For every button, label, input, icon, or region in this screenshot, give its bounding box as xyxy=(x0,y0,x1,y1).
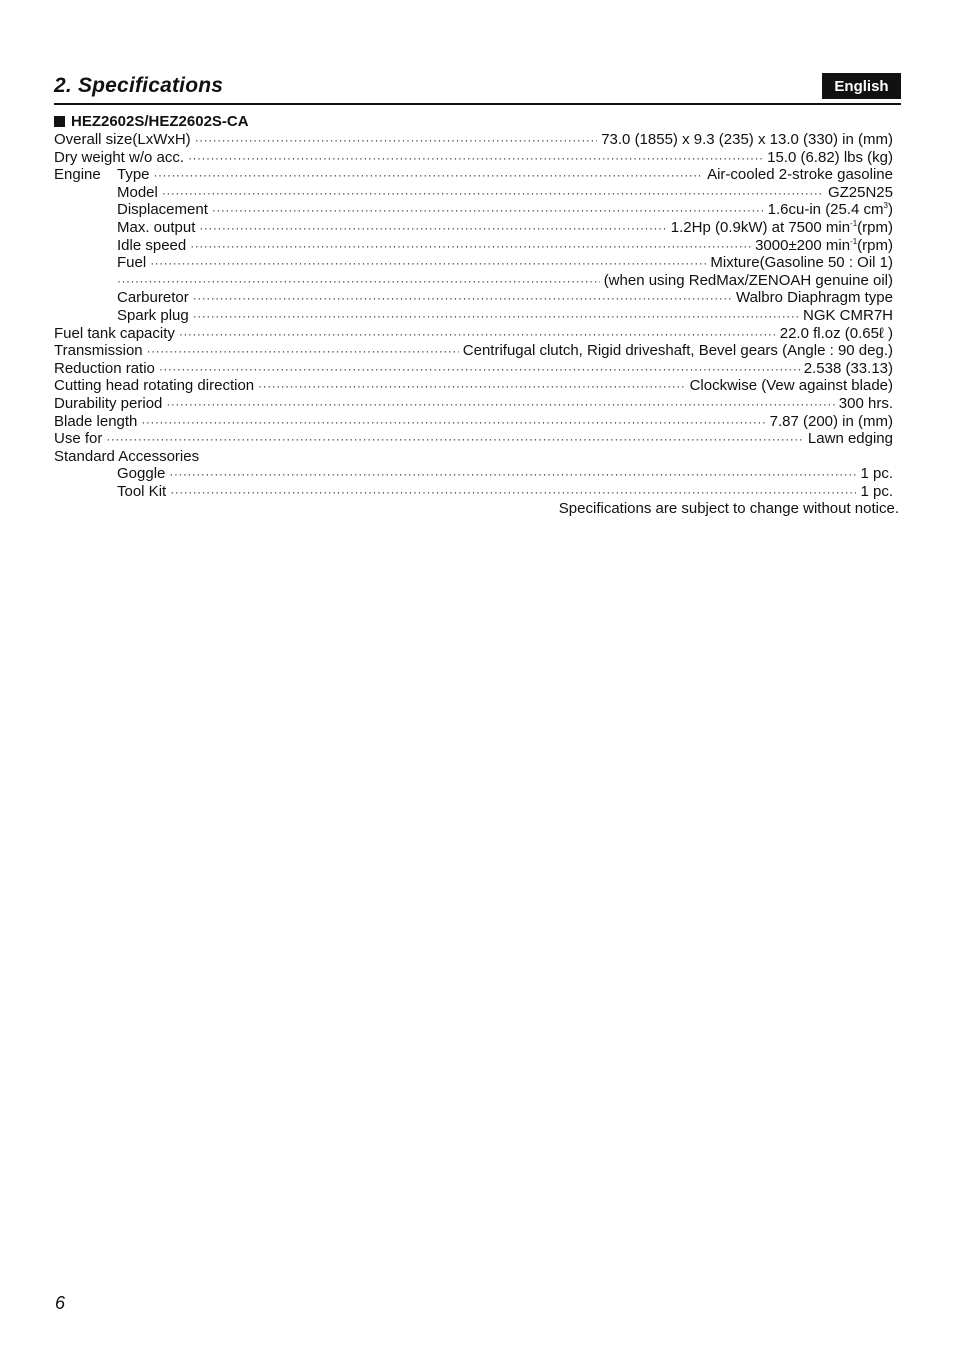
dot-leader xyxy=(258,378,685,396)
spec-label: Durability period xyxy=(54,394,163,412)
spec-value: 1.6cu-in (25.4 $cm^3$) xyxy=(767,201,893,219)
page-title: 2. Specifications xyxy=(54,74,224,97)
spec-row-engine-model xyxy=(54,184,893,202)
spec-row-goggle xyxy=(54,465,893,483)
spec-value: 1 pc. xyxy=(860,465,893,483)
spec-label: Fuel xyxy=(117,254,147,272)
dot-leader xyxy=(159,361,800,379)
spec-value: 2.538 (33.13) xyxy=(803,359,893,377)
spec-value: 3000±200 $\min^{-1}(rpm)$ xyxy=(755,236,893,254)
spec-row-carburetor xyxy=(54,289,893,307)
spec-value: NGK CMR7H xyxy=(802,306,893,324)
spec-category-engine: Engine xyxy=(54,166,101,184)
dot-leader xyxy=(190,238,751,256)
spec-row-durability xyxy=(54,395,893,413)
spec-row-rotating-direction xyxy=(54,377,893,395)
spec-value: 1.2Hp (0.9kW) at 7500 $\min^{-1}(rpm)$ xyxy=(670,218,893,236)
dot-leader xyxy=(166,396,834,414)
spec-label: Transmission xyxy=(54,342,143,360)
dot-leader xyxy=(147,343,459,361)
spec-value: Lawn edging xyxy=(807,430,893,448)
dot-leader xyxy=(141,414,765,432)
spec-row-fuel xyxy=(54,254,893,272)
spec-value: 300 hrs. xyxy=(838,394,893,412)
spec-label: Overall size(LxWxH) xyxy=(54,131,191,148)
dot-leader xyxy=(106,431,804,449)
spec-row-max-output xyxy=(54,219,893,237)
spec-label: Spark plug xyxy=(117,306,189,324)
model-heading xyxy=(54,113,249,130)
spec-label: Cutting head rotating direction xyxy=(54,377,255,395)
model-heading-text: HEZ2602S/HEZ2602S-CA xyxy=(71,113,249,130)
spec-value: Centrifugal clutch, Rigid driveshaft, Bevel gears (Angle : 90 deg.) xyxy=(462,342,893,360)
spec-value: 15.0 (6.82) lbs (kg) xyxy=(767,148,893,166)
dot-leader xyxy=(195,132,598,150)
spec-row-overall-size xyxy=(54,131,893,149)
spec-label: Carburetor xyxy=(117,289,189,307)
dot-leader xyxy=(170,484,856,502)
page-number: 6 xyxy=(55,1293,66,1313)
spec-row-reduction-ratio xyxy=(54,360,893,378)
change-notice: Specifications are subject to change without notice. xyxy=(558,500,899,517)
spec-row-engine-type xyxy=(54,166,893,184)
spec-label: Max. output xyxy=(117,218,196,236)
spec-value: 7.87 (200) in (mm) xyxy=(769,412,893,430)
spec-row-spark-plug xyxy=(54,307,893,325)
spec-value: Walbro Diaphragm type xyxy=(735,289,893,307)
spec-value: GZ25N25 xyxy=(827,183,893,201)
spec-value: Mixture(Gasoline 50 : Oil 1) xyxy=(710,254,893,272)
spec-row-displacement xyxy=(54,201,893,219)
dot-leader xyxy=(193,308,799,326)
dot-leader xyxy=(212,202,764,220)
spec-row-transmission xyxy=(54,342,893,360)
dot-leader xyxy=(150,255,706,273)
spec-row-idle-speed xyxy=(54,237,893,255)
spec-label: Model xyxy=(117,183,158,201)
spec-label: Use for xyxy=(54,430,103,448)
spec-value: 22.0 fl.oz (0.65ℓ ) xyxy=(779,324,893,342)
spec-value: Air-cooled 2-stroke gasoline xyxy=(707,166,893,184)
spec-row-dry-weight xyxy=(54,149,893,167)
spec-label: Dry weight w/o acc. xyxy=(54,148,185,166)
dot-leader xyxy=(179,326,776,344)
spec-label: Reduction ratio xyxy=(54,359,155,377)
spec-value: 1 pc. xyxy=(860,482,893,500)
spec-label: Displacement xyxy=(117,201,208,219)
spec-row-use-for xyxy=(54,430,893,448)
spec-label: Blade length xyxy=(54,412,138,430)
spec-row-tool-kit xyxy=(54,483,893,501)
dot-leader xyxy=(117,273,600,291)
spec-label: Fuel tank capacity xyxy=(54,324,175,342)
spec-value: 73.0 (1855) x 9.3 (235) x 13.0 (330) in (mm) xyxy=(601,131,893,148)
spec-list xyxy=(54,131,893,500)
square-bullet-icon xyxy=(54,116,65,127)
spec-value: Clockwise (Vew against blade) xyxy=(689,377,893,395)
dot-leader xyxy=(169,466,856,484)
spec-value: (when using RedMax/ZENOAH genuine oil) xyxy=(603,271,893,289)
language-badge: English xyxy=(822,73,901,99)
dot-leader xyxy=(154,167,704,185)
spec-label: Tool Kit xyxy=(117,482,167,500)
dot-leader xyxy=(199,220,666,238)
spec-label: Standard Accessories xyxy=(54,447,200,465)
dot-leader xyxy=(188,150,763,168)
spec-row-blade-length xyxy=(54,413,893,431)
spec-label: Goggle xyxy=(117,465,166,483)
spec-row-fuel-tank xyxy=(54,325,893,343)
header-divider xyxy=(54,103,901,105)
spec-label: Idle speed xyxy=(117,236,187,254)
dot-leader xyxy=(193,290,732,308)
dot-leader xyxy=(162,185,824,203)
spec-row-accessories xyxy=(54,448,893,466)
spec-label: Type xyxy=(117,166,150,184)
spec-row-fuel-note xyxy=(54,272,893,290)
